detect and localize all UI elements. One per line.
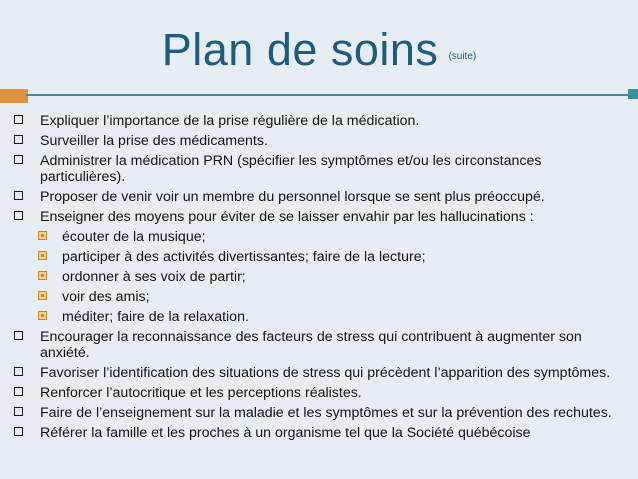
list-item-text: Expliquer l’importance de la prise régulière de la médication. <box>40 113 420 129</box>
list-item <box>0 405 638 421</box>
slide-title-row <box>0 24 638 76</box>
sub-list-item <box>0 309 638 325</box>
square-bullet-icon <box>14 367 23 376</box>
filled-square-bullet-icon <box>38 251 47 260</box>
list-item <box>0 365 638 381</box>
sub-list-item <box>0 289 638 305</box>
square-bullet-icon <box>14 115 23 124</box>
sub-list-item <box>0 269 638 285</box>
bullet-list <box>0 113 638 445</box>
list-item-text: participer à des activités divertissantes; faire de la lecture; <box>62 249 426 265</box>
list-item-text: Référer la famille et les proches à un organisme tel que la Société québécoise <box>40 425 531 441</box>
list-item <box>0 385 638 401</box>
square-bullet-icon <box>14 155 23 164</box>
square-bullet-icon <box>14 191 23 200</box>
square-bullet-icon <box>14 135 23 144</box>
list-item <box>0 209 638 225</box>
list-item-text: écouter de la musique; <box>62 229 206 245</box>
square-bullet-icon <box>14 211 23 220</box>
list-item-text: Enseigner des moyens pour éviter de se laisser envahir par les hallucinations : <box>40 209 534 225</box>
filled-square-bullet-icon <box>38 311 47 320</box>
sub-list-item <box>0 229 638 245</box>
filled-square-bullet-icon <box>38 291 47 300</box>
list-item <box>0 329 638 361</box>
list-item <box>0 113 638 129</box>
list-item-text: méditer; faire de la relaxation. <box>62 309 249 325</box>
square-bullet-icon <box>14 427 23 436</box>
list-item-text: Proposer de venir voir un membre du personnel lorsque se sent plus préoccupé. <box>40 189 545 205</box>
title-divider <box>0 89 638 105</box>
list-item-text: Encourager la reconnaissance des facteurs de stress qui contribuent à augmenter son anxiété. <box>40 329 582 361</box>
filled-square-bullet-icon <box>38 271 47 280</box>
slide-title-suffix: (suite) <box>448 51 477 62</box>
list-item-text: voir des amis; <box>62 289 150 305</box>
square-bullet-icon <box>14 331 23 340</box>
sub-list-item <box>0 249 638 265</box>
divider-square-2 <box>14 89 28 103</box>
list-item <box>0 189 638 205</box>
list-item-text: Faire de l’enseignement sur la maladie et les symptômes et sur la prévention des rechutes. <box>40 405 612 421</box>
list-item-text: Favoriser l’identification des situations de stress qui précèdent l’apparition des symptômes. <box>40 365 611 381</box>
divider-square-1 <box>0 89 14 103</box>
slide-title: Plan de soins <box>161 24 439 75</box>
list-item <box>0 425 638 441</box>
square-bullet-icon <box>14 407 23 416</box>
divider-bar <box>26 94 638 96</box>
divider-end-square <box>628 89 638 99</box>
list-item-text: Surveiller la prise des médicaments. <box>40 133 268 149</box>
list-item <box>0 133 638 149</box>
list-item-text: Renforcer l’autocritique et les perceptions réalistes. <box>40 385 362 401</box>
list-item <box>0 153 638 185</box>
square-bullet-icon <box>14 387 23 396</box>
list-item-text: ordonner à ses voix de partir; <box>62 269 246 285</box>
list-item-text: Administrer la médication PRN (spécifier les symptômes et/ou les circonstances particulières). <box>40 153 542 185</box>
filled-square-bullet-icon <box>38 231 47 240</box>
